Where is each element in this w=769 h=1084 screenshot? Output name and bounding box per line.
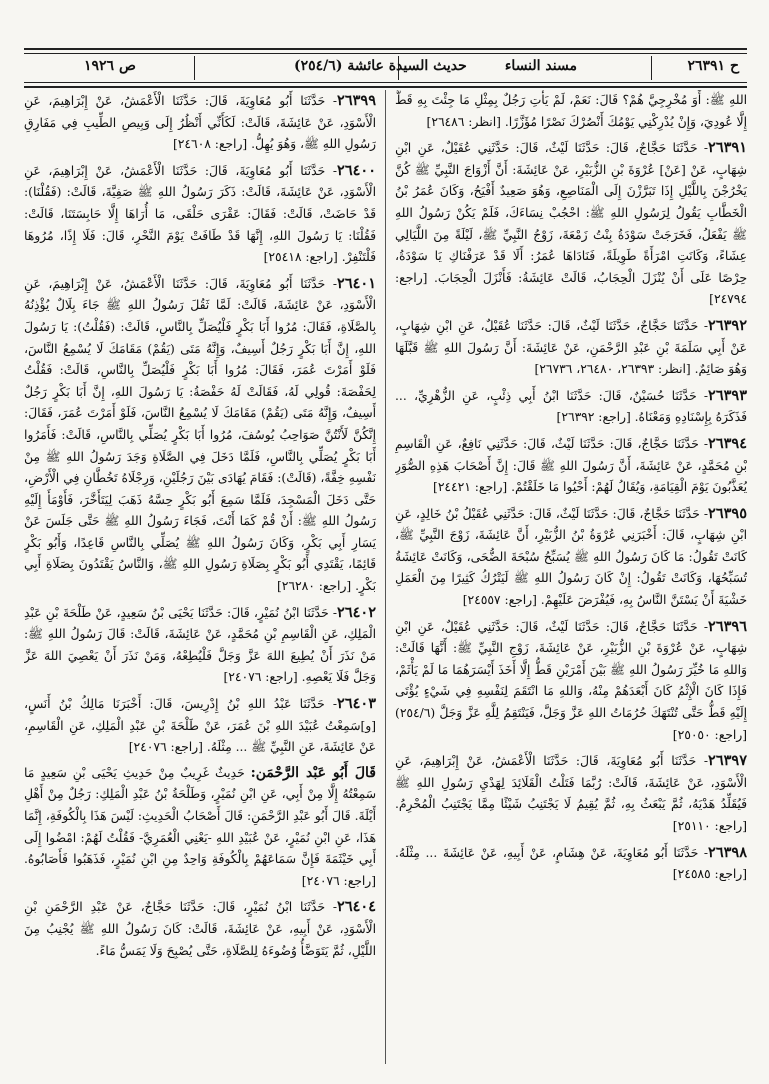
- hadith-text: - حَدَّثَنَا أَبُو مُعَاوِيَةَ، قَالَ: حَدَّثَنَا الْأَعْمَشُ، عَنْ إِبْرَاهِيمَ، عَنِ الْأَسْوَدِ، عَنْ عَائِشَةَ، قَالَتْ: ذَكَرَ رَسُولُ اللهِ ﷺ صَفِيَّةَ، قَالَتْ: (فَقُلْنَا): قَدْ حَاضَتْ، قَالَتْ: فَقَالَ: عَقْرَى حَلْقَى، مَا أُرَاهَا إِلَّا حَابِسَتَنَا، قَالَتْ: فَقُلْنَا: يَا رَسُولَ اللهِ، إِنَّهَا قَدْ طَافَتْ يَوْمَ النَّحْرِ، قَالَ: فَلَا إِذًا، مُرُوهَا فَلْتَنْفِرْ. [راجع: ٢٥٤١٨]: [24, 163, 376, 265]
- hadith-number: ٢٦٣٩٦: [708, 617, 747, 635]
- commentary-entry: [24, 763, 376, 893]
- hadith-entry: [395, 137, 747, 311]
- hadith-number: ٢٦٣٩٢: [708, 316, 747, 334]
- hadith-entry: [24, 693, 376, 759]
- hadith-text: - حَدَّثَنَا حَجَّاجٌ، قَالَ: حَدَّثَنَا لَيْثٌ، قَالَ: حَدَّثَنِي عُقَيْلٌ، عَنِ ابْنِ شِهَابٍ، عَنْ عُرْوَةَ بْنِ الزُّبَيْرِ، عَنْ عَائِشَةَ، زَوْجِ النَّبِيِّ ﷺ: أَنَّهَا قَالَتْ: وَاللهِ مَا خُيِّرَ رَسُولُ اللهِ ﷺ بَيْنَ أَمْرَيْنِ قَطُّ إِلَّا أَخَذَ أَيْسَرَهُمَا مَا لَمْ يَأْثَمْ، فَإِذَا كَانَ الْإِثْمُ كَانَ أَبْعَدَهُمْ مِنْهُ، وَاللهِ مَا انْتَقَمَ لِنَفْسِهِ فِي شَيْءٍ يُؤْتَى إِلَيْهِ قَطُّ حَتَّى تُنْتَهَكَ حُرُمَاتُ اللهِ عَزَّ وَجَلَّ، فَيَنْتَقِمُ لِلَّهِ عَزَّ وَجَلَّ (٢٥٤/٦) [راجع: ٢٥٠٥٠]: [395, 619, 747, 742]
- commentary-text: حَدِيثٌ غَرِيبٌ مِنْ حَدِيثِ يَحْيَى بْنِ سَعِيدٍ مَا سَمِعْتُهُ إِلَّا مِنْ أَبِي، عَنِ ابْنِ نُمَيْرٍ، وَطَلْحَةُ بْنُ عَبْدِ الْمَلِكِ: رَجُلٌ مِنْ أَهْلِ أَيْلَةَ. قَالَ أَبُو عَبْدِ الرَّحْمَنِ: قَالَ أَصْحَابُ الْحَدِيثِ: لَيْسَ هَذَا بِالْكُوفَةِ، إِنَّمَا هَذَا، عَنِ ابْنِ نُمَيْرٍ، عَنْ عُبَيْدِ اللهِ -يَعْنِي الْعُمَرِيَّ- فَقُلْتُ لَهُمْ: امْضُوا إِلَى أَبِي خَيْثَمَةَ فَإِنَّ سَمَاعَهُمْ بِالْكُوفَةِ وَاحِدٌ مِنِ ابْنِ نُمَيْرٍ، فَذَهَبُوا فَأَصَابُوهُ. [راجع: ٢٤٠٧٦]: [24, 765, 376, 888]
- hadith-text: - حَدَّثَنَا أَبُو مُعَاوِيَةَ، عَنْ هِشَامٍ، عَنْ أَبِيهِ، عَنْ عَائِشَةَ ... مِثْلَهُ. [راجع: ٢٤٥٨٥]: [395, 845, 747, 882]
- hadith-number: ٢٦٣٩٩: [337, 92, 376, 109]
- header-rule-top: [24, 53, 747, 54]
- hadith-number: ٢٦٣٩٥: [708, 504, 747, 522]
- header-rule-bottom: [24, 82, 747, 83]
- hadith-text: - حَدَّثَنَا حَجَّاجٌ، قَالَ: حَدَّثَنَا لَيْثٌ، قَالَ: حَدَّثَنِي عُقَيْلُ بْنُ خَالِدٍ، عَنِ ابْنِ شِهَابٍ، قَالَ: أَخْبَرَنِي عُرْوَةُ بْنُ الزُّبَيْرِ، أَنَّ عَائِشَةَ، زَوْجَ النَّبِيِّ ﷺ، كَانَتْ تَقُولُ: مَا كَانَ رَسُولُ اللهِ ﷺ يُسَبِّحُ سُبْحَةَ الضُّحَى، وَكَانَتْ عَائِشَةُ تُسَبِّحُهَا، وَكَانَتْ تَقُولُ: إِنْ كَانَ رَسُولُ اللهِ ﷺ لَيَتْرُكُ كَثِيرًا مِنَ الْعَمَلِ خَشْيَةَ أَنْ يَسْتَنَّ النَّاسُ بِهِ، فَيُفْرَضَ عَلَيْهِمْ. [راجع: ٢٤٥٥٧]: [395, 506, 747, 608]
- hadith-entry: [24, 273, 376, 598]
- hadith-number: ٢٦٤٠٢: [337, 603, 376, 621]
- hadith-text: - حَدَّثَنَا أَبُو مُعَاوِيَةَ، قَالَ: حَدَّثَنَا الْأَعْمَشُ، عَنْ إِبْرَاهِيمَ، عَنِ الْأَسْوَدِ، عَنْ عَائِشَةَ، قَالَتْ: رُبَّمَا فَتَلْتُ الْقَلَائِدَ لِهَدْيِ رَسُولِ اللهِ ﷺ فَيُقَلِّدُ هَدْيَهُ، ثُمَّ يَبْعَثُ بِهِ، ثُمَّ يُقِيمُ لَا يَجْتَنِبُ شَيْئًا مِمَّا يَجْتَنِبُ الْمُحْرِمُ. [راجع: ٢٥١١٠]: [395, 754, 747, 833]
- header-section-title: حديث السيدة عائشة (٢٥٤/٦): [294, 58, 467, 74]
- hadith-entry: [24, 896, 376, 962]
- hadith-number: ٢٦٤٠٣: [337, 695, 376, 713]
- hadith-number: ٢٦٣٩٨: [708, 843, 747, 861]
- hadith-entry: [395, 842, 747, 886]
- hadith-text: - حَدَّثَنَا أَبُو مُعَاوِيَةَ، قَالَ: حَدَّثَنَا الْأَعْمَشُ، عَنْ إِبْرَاهِيمَ، عَنِ الْأَسْوَدِ، عَنْ عَائِشَةَ، قَالَتْ: لَكَأَنِّي أَنْظُرُ إِلَى وَبِيصِ الطِّيبِ فِي مَفَارِقِ رَسُولِ اللهِ ﷺ، وَهُوَ يُهِلُّ. [راجع: ٢٤٦٠٨]: [24, 94, 376, 152]
- hadith-entry: [24, 160, 376, 269]
- header-divider: [194, 56, 195, 80]
- hadith-entry: [395, 433, 747, 499]
- column-divider: [385, 90, 386, 1064]
- hadith-entry: [395, 385, 747, 429]
- hadith-entry: [395, 750, 747, 837]
- header-hadith-number: ح ٢٦٣٩١: [687, 58, 739, 74]
- page-header: [24, 48, 747, 88]
- left-column: [24, 90, 376, 1074]
- hadith-number: ٢٦٤٠٠: [337, 161, 376, 179]
- header-divider: [651, 56, 652, 80]
- hadith-entry: [395, 503, 747, 612]
- hadith-text: - حَدَّثَنَا ابْنُ نُمَيْرٍ، قَالَ: حَدَّثَنَا حَجَّاجٌ، عَنْ عَبْدِ الرَّحْمَنِ بْنِ الْأَسْوَدِ، عَنْ أَبِيهِ، عَنْ عَائِشَةَ، قَالَتْ: كَانَ رَسُولُ اللهِ ﷺ يُجْنِبُ مِنَ اللَّيْلِ، ثُمَّ يَتَوَضَّأُ وُضُوءَهُ لِلصَّلَاةِ، حَتَّى يُصْبِحَ وَلَا يَمَسُّ مَاءً.: [24, 900, 376, 958]
- hadith-text: - حَدَّثَنَا أَبُو مُعَاوِيَةَ، قَالَ: حَدَّثَنَا الْأَعْمَشُ، عَنْ إِبْرَاهِيمَ، عَنِ الْأَسْوَدِ، عَنْ عَائِشَةَ، قَالَتْ: لَمَّا ثَقُلَ رَسُولُ اللهِ ﷺ جَاءَ بِلَالٌ يُؤْذِنُهُ بِالصَّلَاةِ، فَقَالَ: مُرُوا أَبَا بَكْرٍ فَلْيُصَلِّ بِالنَّاسِ، قَالَتْ: (فَقُلْتُ): يَا رَسُولَ اللهِ، إِنَّ أَبَا بَكْرٍ رَجُلٌ أَسِيفٌ، وَإِنَّهُ مَتَى (يَقُمْ) مَقَامَكَ لَا يُسْمِعُ النَّاسَ، فَلَوْ أَمَرْتَ عُمَرَ، فَقَالَ: مُرُوا أَبَا بَكْرٍ فَلْيُصَلِّ بِالنَّاسِ، قَالَتْ: فَقُلْتُ لِحَفْصَةَ: قُولِي لَهُ، فَقَالَتْ لَهُ حَفْصَةُ: يَا رَسُولَ اللهِ، إِنَّ أَبَا بَكْرٍ رَجُلٌ أَسِيفٌ، وَإِنَّهُ مَتَى (يَقُمْ) مَقَامَكَ لَا يُسْمِعُ النَّاسَ، فَلَوْ أَمَرْتَ عُمَرَ، فَقَالَ: إِنَّكُنَّ لَأَنْتُنَّ صَوَاحِبُ يُوسُفَ، مُرُوا أَبَا بَكْرٍ يُصَلِّي بِالنَّاسِ، قَالَتْ: فَأَمَرُوا أَبَا بَكْرٍ يُصَلِّي بِالنَّاسِ، فَلَمَّا دَخَلَ فِي الصَّلَاةِ وَجَدَ رَسُولُ اللهِ ﷺ مِنْ نَفْسِهِ خِفَّةً، (قَالَتْ): فَقَامَ يُهَادَى بَيْنَ رَجُلَيْنِ، وَرِجْلَاهُ تَخُطَّانِ فِي الْأَرْضِ، حَتَّى دَخَلَ الْمَسْجِدَ، فَلَمَّا سَمِعَ أَبُو بَكْرٍ حِسَّهُ ذَهَبَ لِيَتَأَخَّرَ، فَأَوْمَأَ إِلَيْهِ رَسُولُ اللهِ ﷺ: أَنْ قُمْ كَمَا أَنْتَ، فَجَاءَ رَسُولُ اللهِ ﷺ حَتَّى جَلَسَ عَنْ يَسَارِ أَبِي بَكْرٍ، وَكَانَ رَسُولُ اللهِ ﷺ يُصَلِّي بِالنَّاسِ قَاعِدًا، وَأَبُو بَكْرٍ قَائِمًا، يَقْتَدِي أَبُو بَكْرٍ بِصَلَاةِ رَسُولِ اللهِ ﷺ، وَالنَّاسُ يَقْتَدُونَ بِصَلَاةِ أَبِي بَكْرٍ. [راجع: ٢٦٢٨٠]: [24, 276, 376, 594]
- hadith-text: - حَدَّثَنَا ابْنُ نُمَيْرٍ، قَالَ: حَدَّثَنَا يَحْيَى بْنُ سَعِيدٍ، عَنْ طَلْحَةَ بْنِ عَبْدِ الْمَلِكِ، عَنِ الْقَاسِمِ بْنِ مُحَمَّدٍ، عَنْ عَائِشَةَ، قَالَتْ: قَالَ رَسُولُ اللهِ ﷺ: مَنْ نَذَرَ أَنْ يُطِيعَ اللهَ عَزَّ وَجَلَّ فَلْيُطِعْهُ، وَمَنْ نَذَرَ أَنْ يَعْصِيَ اللهَ عَزَّ وَجَلَّ فَلَا يَعْصِهِ. [راجع: ٢٤٠٧٦]: [24, 605, 376, 685]
- hadith-entry: [395, 616, 747, 747]
- hadith-number: ٢٦٤٠٤: [337, 898, 376, 916]
- hadith-text: - حَدَّثَنَا حَجَّاجٌ، قَالَ: حَدَّثَنَا لَيْثٌ، قَالَ: حَدَّثَنِي نَافِعٌ، عَنِ الْقَاسِمِ بْنِ مُحَمَّدٍ، عَنْ عَائِشَةَ، أَنَّ رَسُولَ اللهِ ﷺ قَالَ: إِنَّ أَصْحَابَ هَذِهِ الصُّوَرِ يُعَذَّبُونَ يَوْمَ الْقِيَامَةِ، وَيُقَالُ لَهُمْ: أَحْيُوا مَا خَلَقْتُمْ. [راجع: ٢٤٤٢١]: [395, 436, 747, 495]
- text-columns: [24, 90, 747, 1074]
- hadith-number: ٢٦٣٩٤: [708, 434, 747, 452]
- commentary-heading: قَالَ أَبُو عَبْد الرَّحْمَن:: [250, 764, 376, 781]
- hadith-entry: [24, 602, 376, 689]
- hadith-entry: [395, 90, 747, 133]
- hadith-number: ٢٦٤٠١: [337, 274, 376, 292]
- header-book-title: مسند النساء: [504, 58, 577, 74]
- header-page-number: ص ١٩٢٦: [84, 58, 136, 74]
- hadith-entry: [395, 315, 747, 381]
- hadith-text: - حَدَّثَنَا حَجَّاجٌ، قَالَ: حَدَّثَنَا لَيْثٌ، قَالَ: حَدَّثَنِي عُقَيْلٌ، عَنِ ابْنِ شِهَابٍ، عَنْ [عَنْ] عُرْوَةَ بْنِ الزُّبَيْرِ، عَنْ عَائِشَةَ: أَنَّ أَزْوَاجَ النَّبِيِّ ﷺ كُنَّ يَخْرُجْنَ بِاللَّيْلِ إِذَا تَبَرَّزْنَ إِلَى الْمَنَاصِعِ، وَهُوَ صَعِيدٌ أَفْيَحُ، وَكَانَ عُمَرُ بْنُ الْخَطَّابِ يَقُولُ لِرَسُولِ اللهِ ﷺ: احْجُبْ نِسَاءَكَ، فَلَمْ يَكُنْ رَسُولُ اللهِ ﷺ يَفْعَلُ، فَخَرَجَتْ سَوْدَةُ بِنْتُ زَمْعَةَ، زَوْجُ النَّبِيِّ ﷺ، لَيْلَةً مِنَ اللَّيَالِي عِشَاءً، وَكَانَتِ امْرَأَةً طَوِيلَةً، فَنَادَاهَا عُمَرُ: أَلَا قَدْ عَرَفْنَاكِ يَا سَوْدَةُ، حِرْصًا عَلَى أَنْ يُنْزَلَ الْحِجَابُ، قَالَتْ عَائِشَةُ: فَأَنْزَلَ الْحِجَابَ. [راجع: ٢٤٧٩٤]: [395, 141, 747, 307]
- right-column: [395, 90, 747, 1074]
- hadith-number: ٢٦٣٩١: [708, 139, 747, 157]
- hadith-number: ٢٦٣٩٣: [708, 386, 747, 404]
- hadith-number: ٢٦٣٩٧: [708, 752, 747, 770]
- hadith-text: - حَدَّثَنَا حَجَّاجٌ، حَدَّثَنَا لَيْثٌ، قَالَ: حَدَّثَنَا عُقَيْلٌ، عَنِ ابْنِ شِهَابٍ، عَنْ أَبِي سَلَمَةَ بْنِ عَبْدِ الرَّحْمَنِ، عَنْ عَائِشَةَ: أَنَّ رَسُولَ اللهِ ﷺ قَبَّلَهَا وَهُوَ صَائِمٌ. [انظر: ٢٦٣٩٣، ٢٦٤٨٠، ٢٦٧٣٦]: [395, 318, 747, 377]
- hadith-entry: [24, 90, 376, 156]
- hadith-text: - حَدَّثَنَا حُسَيْنٌ، قَالَ: حَدَّثَنَا ابْنُ أَبِي ذِئْبٍ، عَنِ الزُّهْرِيِّ، ... فَذَكَرَهُ بِإِسْنَادِهِ وَمَعْنَاهُ. [راجع: ٢٦٣٩٢]: [395, 388, 747, 425]
- hadith-text: اللهِ ﷺ: أَوَ مُخْرِجِيَّ هُمْ؟ قَالَ: نَعَمْ، لَمْ يَأْتِ رَجُلٌ بِمِثْلِ مَا جِئْتَ بِهِ قَطُّ إِلَّا عُودِيَ، وَإِنْ يُدْرِكْنِي يَوْمُكَ أَنْصُرْكَ نَصْرًا مُؤَزَّرًا. [انظر: ٢٦٤٨٦]: [395, 93, 747, 129]
- hadith-text: - حَدَّثَنَا عَبْدُ اللهِ بْنُ إِدْرِيسَ، قَالَ: أَخْبَرَنَا مَالِكُ بْنُ أَنَسٍ، [و]سَمِعْتُ عُبَيْدَ اللهِ بْنَ عُمَرَ، عَنْ طَلْحَةَ بْنِ عَبْدِ الْمَلِكِ، عَنِ الْقَاسِمِ، عَنْ عَائِشَةَ، عَنِ النَّبِيِّ ﷺ ... مِثْلَهُ. [راجع: ٢٤٠٧٦]: [24, 697, 376, 755]
